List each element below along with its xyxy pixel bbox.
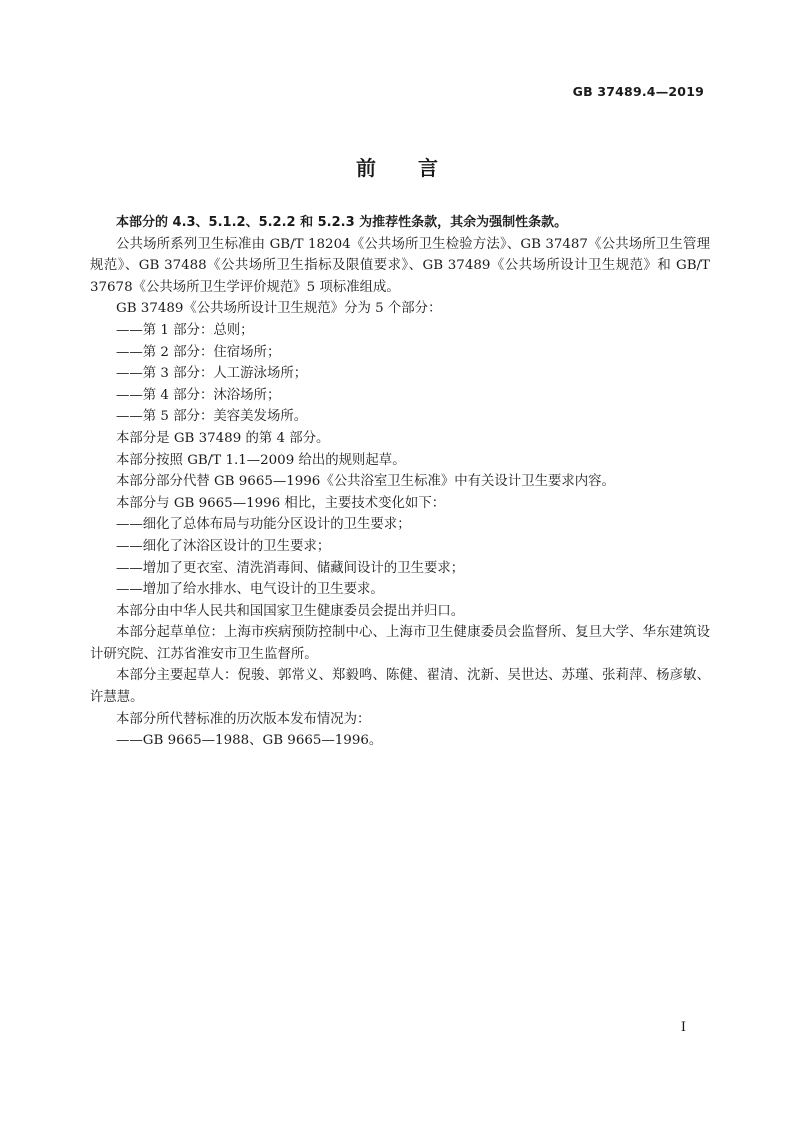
- list-item: ——第 2 部分：住宿场所；: [116, 344, 281, 360]
- list-item: ——细化了总体布局与功能分区设计的卫生要求；: [116, 517, 411, 533]
- main-drafters: 本部分主要起草人：倪骏、郭常义、郑毅鸣、陈健、翟清、沈新、吴世达、苏瑾、张莉萍、杨彦敏、许慧慧。: [90, 668, 710, 706]
- paragraph: 本部分所代替标准的历次版本发布情况为：: [116, 711, 371, 727]
- list-item: ——增加了更衣室、清洗消毒间、储藏间设计的卫生要求；: [116, 560, 465, 576]
- list-item: ——第 4 部分：沐浴场所；: [116, 387, 281, 403]
- list-item: ——第 3 部分：人工游泳场所；: [116, 366, 308, 382]
- paragraph: 本部分与 GB 9665—1996 相比，主要技术变化如下：: [116, 495, 446, 511]
- foreword-body: [90, 212, 710, 752]
- drafting-units: 本部分起草单位：上海市疾病预防控制中心、上海市卫生健康委员会监督所、复旦大学、华东建筑设计研究院、江苏省淮安市卫生监督所。: [90, 625, 710, 662]
- list-item: ——细化了沐浴区设计的卫生要求；: [116, 538, 331, 554]
- page-title: 前言: [356, 156, 480, 180]
- list-item: ——增加了给水排水、电气设计的卫生要求。: [116, 582, 384, 598]
- clause-nature-statement: 本部分的 4.3、5.1.2、5.2.2 和 5.2.3 为推荐性条款，其余为强制性条款。: [116, 215, 568, 230]
- paragraph: 本部分按照 GB/T 1.1—2009 给出的规则起草。: [116, 452, 406, 468]
- paragraph: 本部分由中华人民共和国国家卫生健康委员会提出并归口。: [116, 603, 465, 619]
- standard-code: GB 37489.4—2019: [572, 84, 704, 99]
- paragraph: 本部分部分代替 GB 9665—1996《公共浴室卫生标准》中有关设计卫生要求内容。: [116, 474, 615, 490]
- list-item: ——第 5 部分：美容美发场所。: [116, 409, 308, 425]
- page-number: I: [680, 1020, 686, 1035]
- paragraph: 本部分是 GB 37489 的第 4 部分。: [116, 430, 330, 446]
- list-item: ——第 1 部分：总则；: [116, 322, 254, 338]
- list-item: ——GB 9665—1988、GB 9665—1996。: [116, 733, 383, 749]
- paragraph: GB 37489《公共场所设计卫生规范》分为 5 个部分：: [116, 301, 442, 317]
- paragraph: 公共场所系列卫生标准由 GB/T 18204《公共场所卫生检验方法》、GB 37487《公共场所卫生管理规范》、GB 37488《公共场所卫生指标及限值要求》、GB 37489《公共场所设计卫生规范》和 GB/T 37678《公共场所卫生学评价规范》5 项标准组成。: [90, 236, 710, 295]
